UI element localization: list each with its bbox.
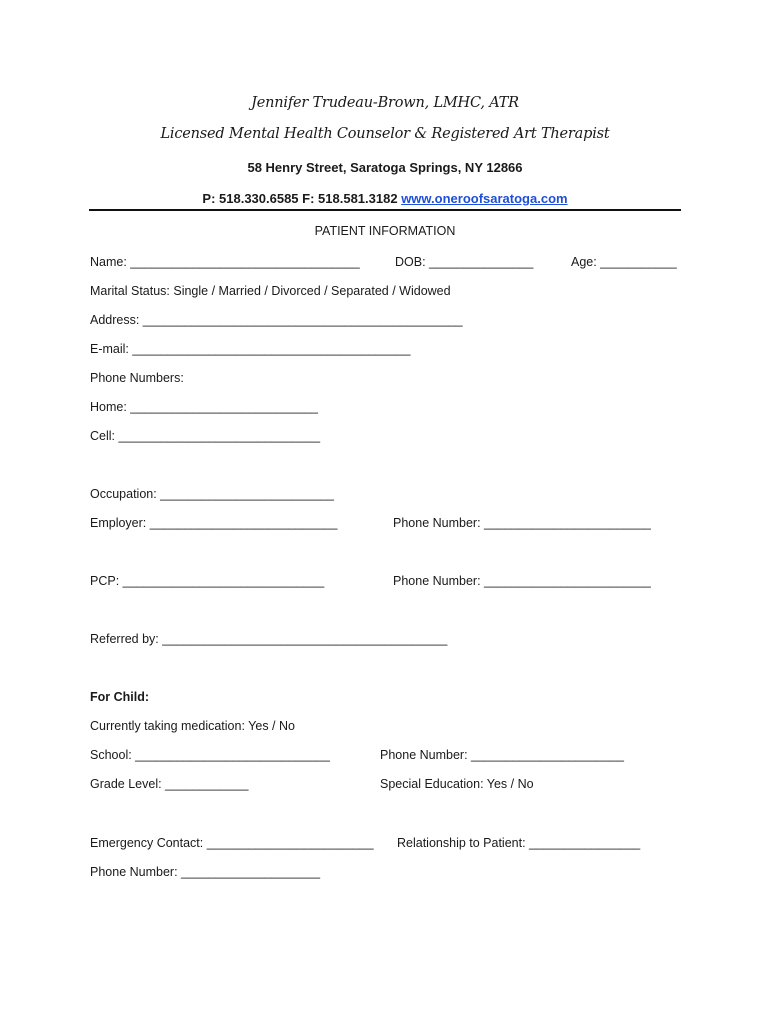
school-field[interactable]: School: ____________________________ (90, 748, 330, 762)
grade-level-field[interactable]: Grade Level: ____________ (90, 777, 249, 791)
for-child-heading: For Child: (90, 690, 150, 704)
emergency-contact-field[interactable]: Emergency Contact: ________________________ (90, 836, 374, 850)
age-field[interactable]: Age: ___________ (571, 255, 677, 269)
dob-field[interactable]: DOB: _______________ (395, 255, 534, 269)
relationship-field[interactable]: Relationship to Patient: ________________ (397, 836, 641, 850)
practitioner-credentials: Licensed Mental Health Counselor & Registered Art Therapist (160, 126, 610, 142)
special-education-field[interactable]: Special Education: Yes / No (380, 777, 534, 791)
employer-phone-field[interactable]: Phone Number: ________________________ (393, 516, 651, 530)
pcp-field[interactable]: PCP: _____________________________ (90, 574, 325, 588)
employer-field[interactable]: Employer: ___________________________ (90, 516, 338, 530)
phone-numbers-label: Phone Numbers: (90, 371, 184, 385)
medication-field[interactable]: Currently taking medication: Yes / No (90, 719, 295, 733)
practice-address: 58 Henry Street, Saratoga Springs, NY 12866 (247, 160, 523, 175)
referred-by-field[interactable]: Referred by: _________________________________________ (90, 632, 448, 646)
pcp-phone-field[interactable]: Phone Number: ________________________ (393, 574, 651, 588)
header-divider (89, 209, 681, 211)
emergency-phone-field[interactable]: Phone Number: ____________________ (90, 865, 321, 879)
contact-line (0, 191, 770, 206)
occupation-field[interactable]: Occupation: _________________________ (90, 487, 334, 501)
practitioner-name: Jennifer Trudeau-Brown, LMHC, ATR (251, 95, 519, 111)
marital-status-field[interactable]: Marital Status: Single / Married / Divorced / Separated / Widowed (90, 284, 451, 298)
website-link[interactable]: www.oneroofsaratoga.com (401, 191, 568, 206)
school-phone-field[interactable]: Phone Number: ______________________ (380, 748, 624, 762)
name-field[interactable]: Name: _________________________________ (90, 255, 360, 269)
address-field[interactable]: Address: ______________________________________________ (90, 313, 463, 327)
phone-fax: P: 518.330.6585 F: 518.581.3182 (202, 191, 398, 206)
cell-phone-field[interactable]: Cell: _____________________________ (90, 429, 321, 443)
form-title: PATIENT INFORMATION (314, 224, 456, 238)
home-phone-field[interactable]: Home: ___________________________ (90, 400, 318, 414)
email-field[interactable]: E-mail: ________________________________________ (90, 342, 411, 356)
